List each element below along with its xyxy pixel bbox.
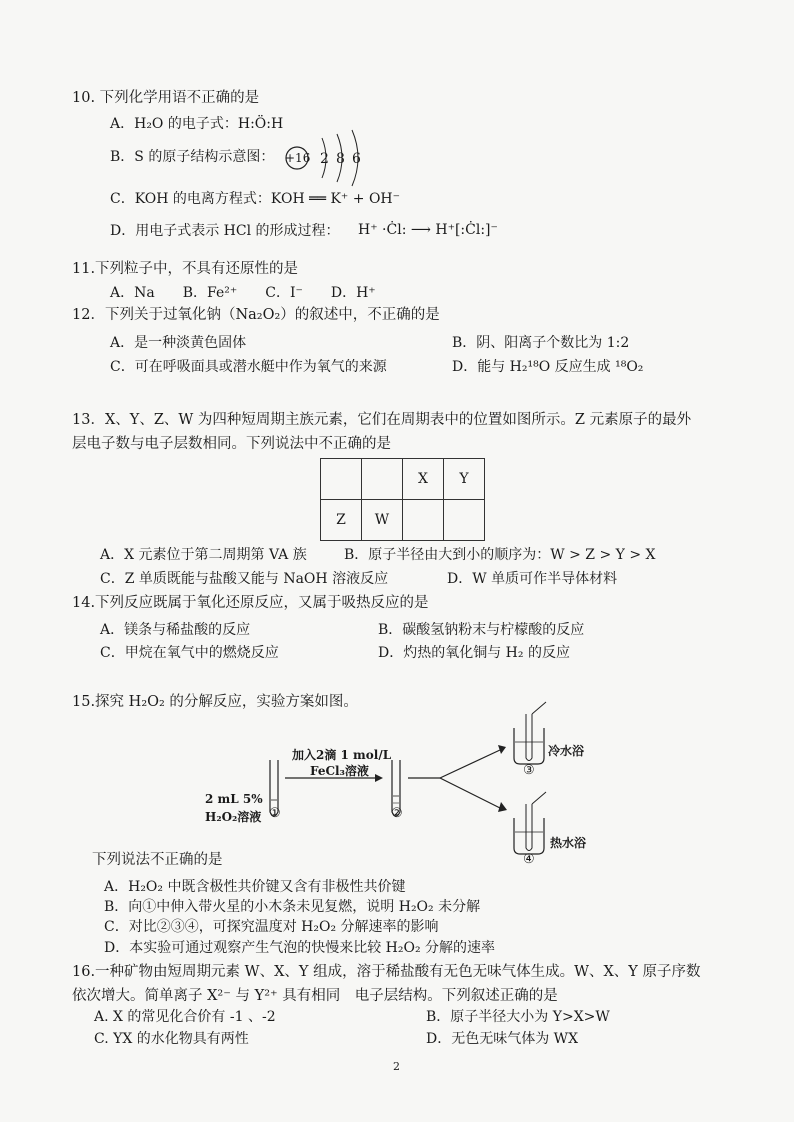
q15-option-d: D．本实验可通过观察产生气泡的快慢来比较 H₂O₂ 分解的速率 <box>104 940 496 956</box>
q16-option-b: B．原子半径大小为 Y>X>W <box>426 1009 610 1025</box>
shell-3: 6 <box>352 151 361 167</box>
q12-stem: 12．下列关于过氧化钠（Na₂O₂）的叙述中，不正确的是 <box>72 307 440 323</box>
q12-option-d: D．能与 H₂¹⁸O 反应生成 ¹⁸O₂ <box>452 359 644 375</box>
q15-option-b: B．向①中伸入带火星的小木条未见复燃，说明 H₂O₂ 未分解 <box>104 899 481 915</box>
grid-cell: W <box>362 500 403 541</box>
cold-bath-label: 冷水浴 <box>548 744 585 758</box>
grid-cell <box>403 500 444 541</box>
q13-stem-line1: 13．X、Y、Z、W 为四种短周期主族元素，它们在周期表中的位置如图所示。Z 元素原子的最外 <box>72 412 692 428</box>
solution-label-2: H₂O₂溶液 <box>205 810 262 824</box>
q14-option-c: C．甲烷在氧气中的燃烧反应 <box>100 645 279 661</box>
page-number: 2 <box>393 1060 400 1073</box>
q16-option-c: C. YX 的水化物具有两性 <box>94 1031 249 1047</box>
q15-ask: 下列说法不正确的是 <box>92 852 223 868</box>
grid-cell: X <box>403 459 444 500</box>
q14-option-d: D．灼热的氧化铜与 H₂ 的反应 <box>378 645 570 661</box>
q12-option-a: A．是一种淡黄色固体 <box>110 335 247 351</box>
q16-stem-line2: 依次增大。简单离子 X²⁻ 与 Y²⁺ 具有相同 电子层结构。下列叙述正确的是 <box>72 988 558 1004</box>
q14-stem: 14.下列反应既属于氧化还原反应，又属于吸热反应的是 <box>72 595 429 611</box>
tube-2-number: ② <box>391 806 403 821</box>
shell-1: 2 <box>320 151 329 167</box>
grid-cell <box>444 500 485 541</box>
q13-option-c: C．Z 单质既能与盐酸又能与 NaOH 溶液反应 <box>100 571 389 587</box>
periodic-table-fragment <box>320 458 485 541</box>
beaker-4-number: ④ <box>523 852 535 867</box>
reagent-label-2: FeCl₃溶液 <box>310 764 369 778</box>
q12-option-b: B．阴、阳离子个数比为 1:2 <box>452 335 630 351</box>
tube-1-number: ① <box>269 806 281 821</box>
solution-label-1: 2 mL 5% <box>205 792 263 806</box>
q13-option-a: A．X 元素位于第二周期第 VA 族 <box>100 547 307 563</box>
q10-option-b: B．S 的原子结构示意图： <box>110 149 275 165</box>
q11-stem: 11.下列粒子中，不具有还原性的是 <box>72 261 299 277</box>
reagent-label-1: 加入2滴 1 mol/L <box>292 748 392 762</box>
q11-options: A．Na B．Fe²⁺ C．I⁻ D．H⁺ <box>110 285 376 301</box>
q16-stem-line1: 16.一种矿物由短周期元素 W、X、Y 组成，溶于稀盐酸有无色无味气体生成。W、X、Y 原子序数 <box>72 964 701 980</box>
q15-stem: 15.探究 H₂O₂ 的分解反应，实验方案如图。 <box>72 694 358 710</box>
beaker-3-number: ③ <box>523 763 535 778</box>
grid-cell: Y <box>444 459 485 500</box>
q10-stem: 10. 下列化学用语不正确的是 <box>72 90 260 106</box>
q14-option-a: A．镁条与稀盐酸的反应 <box>100 622 251 638</box>
q13-option-d: D．W 单质可作半导体材料 <box>447 571 618 587</box>
q10-option-c: C．KOH 的电离方程式：KOH ══ K⁺ + OH⁻ <box>110 191 401 207</box>
shell-2: 8 <box>336 151 345 167</box>
hot-bath-label: 热水浴 <box>550 836 587 850</box>
grid-cell <box>362 459 403 500</box>
hcl-formation-formula: H⁺ ·Ċl: ⟶ H⁺[:Ċl:]⁻ <box>358 222 498 238</box>
q15-option-c: C．对比②③④，可探究温度对 H₂O₂ 分解速率的影响 <box>104 919 439 935</box>
q14-option-b: B．碳酸氢钠粉末与柠檬酸的反应 <box>378 622 585 638</box>
q13-option-b: B．原子半径由大到小的顺序为：W > Z > Y > X <box>344 547 656 563</box>
q15-option-a: A．H₂O₂ 中既含极性共价键又含有非极性共价键 <box>104 879 406 895</box>
q16-option-a: A. X 的常见化合价有 -1 、-2 <box>94 1009 276 1025</box>
grid-cell: Z <box>321 500 362 541</box>
sulfur-nucleus: +16 <box>285 151 311 165</box>
q13-stem-line2: 层电子数与电子层数相同。下列说法中不正确的是 <box>72 436 391 452</box>
q12-option-c: C．可在呼吸面具或潜水艇中作为氧气的来源 <box>110 359 387 375</box>
q10-option-d: D．用电子式表示 HCl 的形成过程： <box>110 223 340 239</box>
q10-option-a: A．H₂O 的电子式：H:Ö:H <box>110 116 284 132</box>
q16-option-d: D．无色无味气体为 WX <box>426 1031 579 1047</box>
grid-cell <box>321 459 362 500</box>
